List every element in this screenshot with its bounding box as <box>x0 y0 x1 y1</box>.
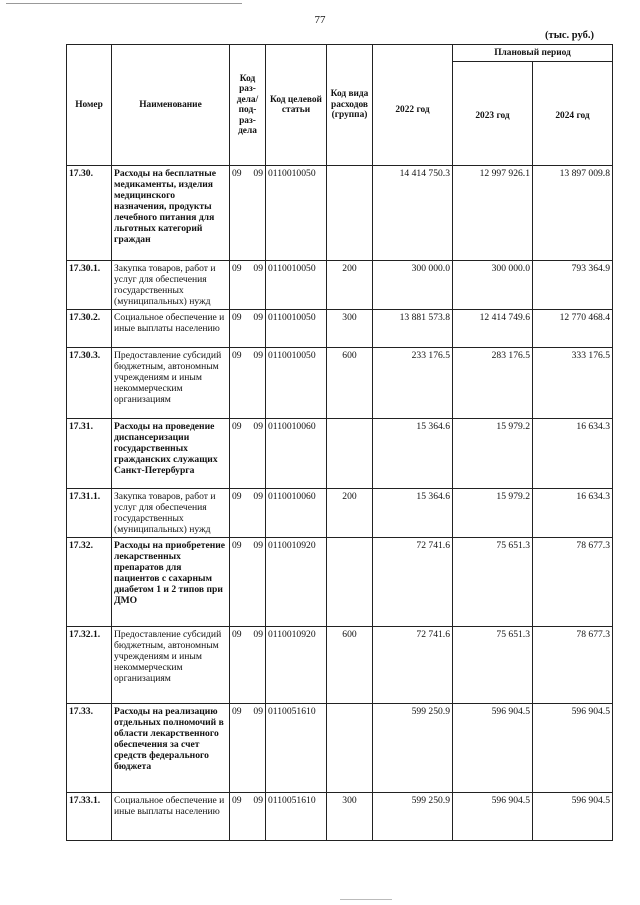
subsection-code: 09 <box>253 540 263 551</box>
row-name: Расходы на приобретение лекарственных препаратов для пациентов с сахарным диабетом 1 и 2 типов при ДМО <box>112 538 230 627</box>
section-code: 09 <box>232 421 242 432</box>
row-amount-2023: 75 651.3 <box>453 627 533 704</box>
row-amount-2024: 12 770 468.4 <box>533 310 613 348</box>
header-2022: 2022 год <box>373 45 453 166</box>
subsection-code: 09 <box>253 350 263 361</box>
subsection-code: 09 <box>253 795 263 806</box>
row-number: 17.30.2. <box>67 310 112 348</box>
row-number: 17.31.1. <box>67 489 112 538</box>
table-row <box>67 704 613 793</box>
row-name: Закупка товаров, работ и услуг для обеспечения государственных (муниципальных) нужд <box>112 489 230 538</box>
section-code: 09 <box>232 168 242 179</box>
row-kind-code: 200 <box>327 489 373 538</box>
table-row <box>67 793 613 841</box>
row-amount-2022: 13 881 573.8 <box>373 310 453 348</box>
row-amount-2024: 596 904.5 <box>533 704 613 793</box>
row-name: Социальное обеспечение и иные выплаты населению <box>112 310 230 348</box>
table-row <box>67 538 613 627</box>
row-name: Социальное обеспечение и иные выплаты населению <box>112 793 230 841</box>
row-target-code: 0110010060 <box>266 419 327 489</box>
subsection-code: 09 <box>253 312 263 323</box>
row-amount-2022: 599 250.9 <box>373 793 453 841</box>
row-amount-2023: 283 176.5 <box>453 348 533 419</box>
row-target-code: 0110010050 <box>266 348 327 419</box>
row-section-code <box>230 261 266 310</box>
row-target-code: 0110051610 <box>266 704 327 793</box>
header-2023: 2023 год <box>453 62 533 166</box>
row-amount-2022: 14 414 750.3 <box>373 166 453 261</box>
row-section-code <box>230 419 266 489</box>
subsection-code: 09 <box>253 706 263 717</box>
row-name: Расходы на проведение диспансеризации государственных гражданских служащих Санкт-Петербурга <box>112 419 230 489</box>
row-number: 17.33.1. <box>67 793 112 841</box>
budget-table <box>66 44 613 841</box>
row-kind-code: 300 <box>327 310 373 348</box>
header-plan-period: Плановый период <box>453 45 613 62</box>
row-amount-2024: 596 904.5 <box>533 793 613 841</box>
row-name: Закупка товаров, работ и услуг для обеспечения государственных (муниципальных) нужд <box>112 261 230 310</box>
table-body <box>67 166 613 841</box>
section-code: 09 <box>232 795 242 806</box>
table-row <box>67 166 613 261</box>
section-code: 09 <box>232 263 242 274</box>
top-scan-line <box>6 3 242 4</box>
header-section: Код раз-дела/ под-раз-дела <box>230 45 266 166</box>
row-target-code: 0110010050 <box>266 310 327 348</box>
units-label: (тыс. руб.) <box>545 30 594 41</box>
table-row <box>67 627 613 704</box>
table-row <box>67 310 613 348</box>
section-code: 09 <box>232 491 242 502</box>
row-number: 17.30.1. <box>67 261 112 310</box>
row-section-code <box>230 348 266 419</box>
subsection-code: 09 <box>253 491 263 502</box>
row-section-code <box>230 310 266 348</box>
row-amount-2024: 78 677.3 <box>533 627 613 704</box>
row-amount-2024: 16 634.3 <box>533 419 613 489</box>
row-target-code: 0110010050 <box>266 261 327 310</box>
row-number: 17.31. <box>67 419 112 489</box>
subsection-code: 09 <box>253 421 263 432</box>
row-name: Расходы на бесплатные медикаменты, изделия медицинского назначения, продукты лечебного питания для льготных категорий граждан <box>112 166 230 261</box>
row-amount-2023: 12 997 926.1 <box>453 166 533 261</box>
row-kind-code: 600 <box>327 348 373 419</box>
row-section-code <box>230 166 266 261</box>
row-amount-2022: 233 176.5 <box>373 348 453 419</box>
row-kind-code <box>327 538 373 627</box>
row-target-code: 0110051610 <box>266 793 327 841</box>
row-number: 17.33. <box>67 704 112 793</box>
row-number: 17.32.1. <box>67 627 112 704</box>
page-number: 77 <box>314 14 326 26</box>
row-amount-2023: 75 651.3 <box>453 538 533 627</box>
row-kind-code: 200 <box>327 261 373 310</box>
header-2024: 2024 год <box>533 62 613 166</box>
row-amount-2024: 333 176.5 <box>533 348 613 419</box>
row-number: 17.30. <box>67 166 112 261</box>
footer-scan-mark <box>340 899 392 900</box>
table-row <box>67 419 613 489</box>
row-target-code: 0110010050 <box>266 166 327 261</box>
row-amount-2023: 596 904.5 <box>453 793 533 841</box>
row-amount-2022: 599 250.9 <box>373 704 453 793</box>
row-amount-2023: 12 414 749.6 <box>453 310 533 348</box>
header-number: Номер <box>67 45 112 166</box>
row-amount-2022: 15 364.6 <box>373 489 453 538</box>
header-target: Код целевой статьи <box>266 45 327 166</box>
row-amount-2023: 300 000.0 <box>453 261 533 310</box>
row-amount-2024: 13 897 009.8 <box>533 166 613 261</box>
row-section-code <box>230 489 266 538</box>
table-row <box>67 489 613 538</box>
row-kind-code: 600 <box>327 627 373 704</box>
table-row <box>67 348 613 419</box>
row-section-code <box>230 627 266 704</box>
section-code: 09 <box>232 312 242 323</box>
row-kind-code <box>327 704 373 793</box>
row-amount-2022: 72 741.6 <box>373 538 453 627</box>
row-name: Расходы на реализацию отдельных полномочий в области лекарственного обеспечения за счет средств федерального бюджета <box>112 704 230 793</box>
row-amount-2022: 300 000.0 <box>373 261 453 310</box>
row-amount-2023: 15 979.2 <box>453 419 533 489</box>
row-kind-code <box>327 419 373 489</box>
row-target-code: 0110010920 <box>266 627 327 704</box>
subsection-code: 09 <box>253 168 263 179</box>
row-target-code: 0110010060 <box>266 489 327 538</box>
row-amount-2023: 15 979.2 <box>453 489 533 538</box>
row-amount-2022: 15 364.6 <box>373 419 453 489</box>
subsection-code: 09 <box>253 263 263 274</box>
row-section-code <box>230 538 266 627</box>
header-name: Наименование <box>112 45 230 166</box>
table-row <box>67 261 613 310</box>
row-section-code <box>230 704 266 793</box>
section-code: 09 <box>232 706 242 717</box>
row-amount-2024: 78 677.3 <box>533 538 613 627</box>
row-kind-code: 300 <box>327 793 373 841</box>
row-target-code: 0110010920 <box>266 538 327 627</box>
section-code: 09 <box>232 350 242 361</box>
section-code: 09 <box>232 540 242 551</box>
row-name: Предоставление субсидий бюджетным, автономным учреждениям и иным некоммерческим организациям <box>112 627 230 704</box>
row-amount-2022: 72 741.6 <box>373 627 453 704</box>
row-number: 17.32. <box>67 538 112 627</box>
row-number: 17.30.3. <box>67 348 112 419</box>
row-amount-2024: 16 634.3 <box>533 489 613 538</box>
row-name: Предоставление субсидий бюджетным, автономным учреждениям и иным некоммерческим организациям <box>112 348 230 419</box>
section-code: 09 <box>232 629 242 640</box>
row-kind-code <box>327 166 373 261</box>
row-amount-2023: 596 904.5 <box>453 704 533 793</box>
row-amount-2024: 793 364.9 <box>533 261 613 310</box>
row-section-code <box>230 793 266 841</box>
header-kind: Код вида расходов (группа) <box>327 45 373 166</box>
subsection-code: 09 <box>253 629 263 640</box>
